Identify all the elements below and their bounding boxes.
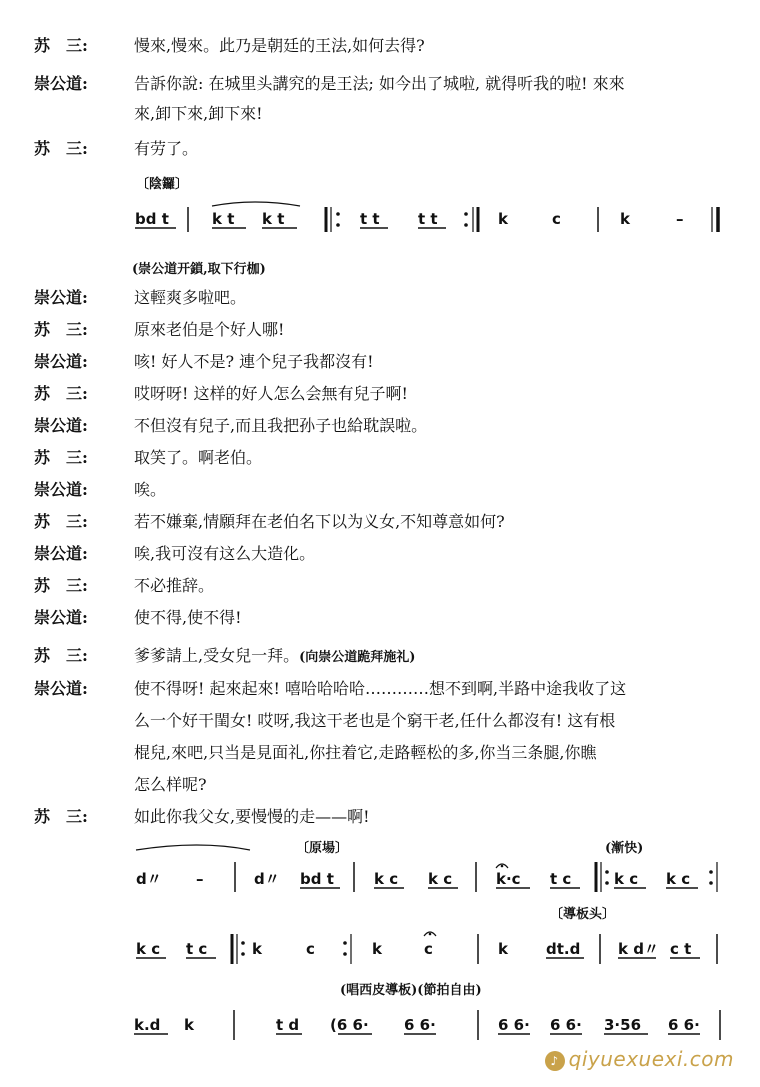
percussion-score-1: [0, 172, 760, 242]
score-note: c: [552, 210, 561, 228]
score-note: k t: [212, 210, 235, 228]
speech: 使不得呀! 起來起來! 嘻哈哈哈哈…………想不到啊,半路中途我收了这 么一个好干閨女! 哎呀,我这干老也是个窮干老,任什么都沒有! 这有根 棍兒,來吧,只当是見面礼,你拄着它,走路輕松的多,你当三条腿,你瞧 怎么样呢?: [134, 679, 627, 794]
speech: 这輕爽多啦吧。: [134, 288, 247, 307]
score-note: t t: [360, 210, 380, 228]
speech: 唉。: [134, 480, 167, 499]
score-note: d〃: [136, 870, 162, 888]
score-label: 〔原場〕: [296, 841, 349, 856]
watermark: ♪ qiyuexuexi.com: [545, 1047, 734, 1071]
speaker: 崇公道:: [34, 74, 88, 93]
score-note: –: [676, 210, 684, 228]
speaker: 苏 三:: [34, 139, 88, 158]
speech: 告訴你說: 在城里头講究的是王法; 如今出了城啦, 就得听我的啦! 來來 來,卸下來,卸下來!: [134, 74, 625, 123]
score-note: t c: [550, 870, 572, 888]
speaker: 崇公道:: [34, 288, 88, 307]
stage-direction: (崇公道开鎖,取下行枷): [132, 262, 266, 277]
speaker: 苏 三:: [34, 646, 88, 665]
speaker: 苏 三:: [34, 320, 88, 339]
score-note: k c: [374, 870, 399, 888]
score-note: k c: [666, 870, 691, 888]
speech: 如此你我父女,要慢慢的走——啊!: [134, 807, 370, 826]
speech: 取笑了。啊老伯。: [134, 448, 263, 467]
score-note: k c: [428, 870, 453, 888]
speech: 若不嫌棄,情願拜在老伯名下以为义女,不知尊意如何?: [134, 512, 505, 531]
score-note: d〃: [254, 870, 280, 888]
score-label: (唱西皮導板)(節拍自由): [340, 983, 482, 998]
score-note: k d〃: [618, 940, 659, 958]
score-note: bd t: [135, 210, 169, 228]
speaker: 崇公道:: [34, 544, 88, 563]
speech: 不但沒有兒子,而且我把孙子也給耽誤啦。: [134, 416, 428, 435]
score-label: 〔陰鑼〕: [136, 177, 189, 192]
score-note: –: [196, 870, 204, 888]
score-note: k.d: [134, 1016, 161, 1034]
speaker: 崇公道:: [34, 608, 88, 627]
score-note: (6 6·: [330, 1016, 369, 1034]
speech: 原來老伯是个好人哪!: [134, 320, 285, 339]
score-note: 6 6·: [668, 1016, 700, 1034]
speaker: 苏 三:: [34, 36, 88, 55]
speaker: 苏 三:: [34, 576, 88, 595]
score-note: 6 6·: [550, 1016, 582, 1034]
score-note: t d: [276, 1016, 300, 1034]
score-note: t t: [418, 210, 438, 228]
score-note: k: [184, 1016, 194, 1034]
speech: 唉,我可沒有这么大造化。: [134, 544, 316, 563]
score-note: c: [306, 940, 315, 958]
score-note: k: [372, 940, 382, 958]
score-note: c: [424, 940, 433, 958]
score-note: k: [252, 940, 262, 958]
stage-direction: (向崇公道跪拜施礼): [299, 650, 416, 665]
score-note: 6 6·: [498, 1016, 530, 1034]
speech: 不必推辞。: [134, 576, 215, 595]
score-note: k: [620, 210, 630, 228]
score-note: k·c: [496, 870, 521, 888]
score-note: k: [498, 940, 508, 958]
score-label: (漸快): [605, 841, 644, 856]
speaker: 崇公道:: [34, 416, 88, 435]
score-note: k c: [614, 870, 639, 888]
speaker: 苏 三:: [34, 807, 88, 826]
score-note: dt.d: [546, 940, 581, 958]
percussion-score-2: [0, 832, 760, 902]
watermark-logo-icon: ♪: [545, 1051, 565, 1071]
speech: 爹爹請上,受女兒一拜。(向崇公道跪拜施礼): [134, 646, 416, 665]
score-note: k c: [136, 940, 161, 958]
percussion-score-3: [0, 902, 760, 972]
score-note: k: [498, 210, 508, 228]
speaker: 崇公道:: [34, 480, 88, 499]
speech: 哎呀呀! 这样的好人怎么会無有兒子啊!: [134, 384, 408, 403]
score-note: bd t: [300, 870, 334, 888]
vocal-score-4: [0, 976, 760, 1046]
speaker: 苏 三:: [34, 384, 88, 403]
speaker: 苏 三:: [34, 448, 88, 467]
speaker: 崇公道:: [34, 352, 88, 371]
score-note: 6 6·: [404, 1016, 436, 1034]
score-note: t c: [186, 940, 208, 958]
score-note: 3·56: [604, 1016, 642, 1034]
speech: 咳! 好人不是? 連个兒子我都沒有!: [134, 352, 374, 371]
speaker: 苏 三:: [34, 512, 88, 531]
speech: 有劳了。: [134, 139, 199, 158]
score-note: c t: [670, 940, 692, 958]
score-label: 〔導板头〕: [550, 907, 616, 922]
speaker: 崇公道:: [34, 679, 88, 698]
speech: 慢來,慢來。此乃是朝廷的王法,如何去得?: [134, 36, 425, 55]
speech: 使不得,使不得!: [134, 608, 242, 627]
score-note: k t: [262, 210, 285, 228]
